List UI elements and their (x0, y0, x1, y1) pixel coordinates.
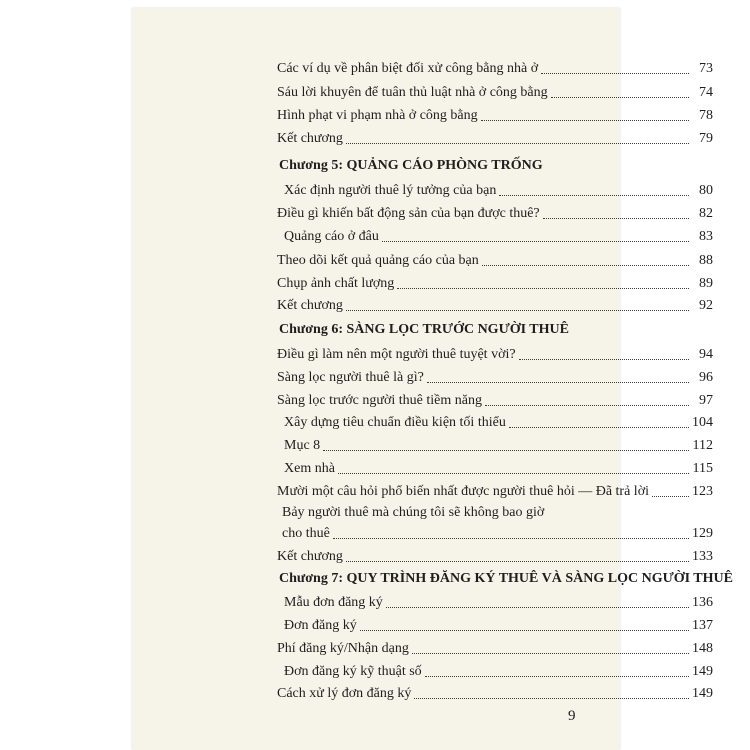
toc-entry (284, 433, 713, 455)
dot-leader (414, 698, 689, 699)
dot-leader (338, 473, 689, 474)
entry-title: Cách xử lý đơn đăng ký (277, 686, 412, 701)
entry-page: 148 (692, 641, 713, 656)
entry-page: 83 (699, 229, 713, 244)
dot-leader (386, 607, 689, 608)
dot-leader (382, 241, 689, 242)
entry-page: 78 (699, 108, 713, 123)
entry-title: Đơn đăng ký (284, 618, 357, 633)
toc-entry (277, 479, 713, 501)
dot-leader (323, 450, 689, 451)
chapter-heading: Chương 5: QUẢNG CÁO PHÒNG TRỐNG (279, 158, 543, 173)
entry-page: 149 (692, 686, 713, 701)
entry-page: 88 (699, 253, 713, 268)
dot-leader (346, 561, 689, 562)
toc-entry (284, 590, 713, 612)
entry-title: Điều gì làm nên một người thuê tuyệt vời? (277, 347, 516, 362)
entry-title: Kết chương (277, 298, 343, 313)
entry-page: 137 (692, 618, 713, 633)
entry-page: 115 (692, 461, 713, 476)
toc-entry (284, 178, 713, 200)
toc-entry (284, 613, 713, 635)
entry-title: Điều gì khiến bất động sản của bạn được thuê? (277, 206, 540, 221)
dot-leader (482, 265, 689, 266)
dot-leader (541, 73, 689, 74)
entry-page: 136 (692, 595, 713, 610)
entry-title: Phí đăng ký/Nhận dạng (277, 641, 409, 656)
entry-page: 92 (699, 298, 713, 313)
dot-leader (425, 676, 689, 677)
entry-title: Mẫu đơn đăng ký (284, 595, 383, 610)
entry-title: Xây dựng tiêu chuẩn điều kiện tối thiểu (284, 415, 506, 430)
book-page (132, 8, 733, 750)
entry-title: Chụp ảnh chất lượng (277, 276, 395, 291)
toc-entry (284, 410, 713, 432)
toc-entry (277, 365, 713, 387)
toc-entry (277, 126, 713, 148)
entry-title: Xác định người thuê lý tưởng của bạn (284, 183, 497, 198)
entry-title: Xem nhà (284, 461, 335, 476)
dot-leader (397, 288, 689, 289)
chapter-heading: Chương 6: SÀNG LỌC TRƯỚC NGƯỜI THUÊ (279, 322, 569, 337)
entry-title: Mười một câu hỏi phổ biến nhất được người thuê hỏi — Đã trả lời (277, 484, 649, 499)
entry-page: 74 (699, 85, 713, 100)
toc-entry (284, 224, 713, 246)
toc-entry (284, 456, 713, 478)
dot-leader (509, 427, 689, 428)
entry-title: Các ví dụ về phân biệt đối xử công bằng nhà ở (277, 61, 539, 76)
toc-entry (282, 521, 713, 543)
toc-entry (277, 80, 713, 102)
toc-entry (277, 544, 713, 566)
entry-title: Sàng lọc trước người thuê tiềm năng (277, 393, 482, 408)
toc-entry (277, 342, 713, 364)
entry-page: 96 (699, 370, 713, 385)
dot-leader (346, 143, 689, 144)
toc-entry (277, 248, 713, 270)
toc-entry (277, 681, 713, 703)
dot-leader (551, 97, 689, 98)
entry-title: Kết chương (277, 549, 343, 564)
entry-title: Đơn đăng ký kỹ thuật số (284, 664, 422, 679)
entry-page: 133 (692, 549, 713, 564)
entry-title: Sáu lời khuyên để tuân thủ luật nhà ở công bằng (277, 85, 548, 100)
entry-page: 79 (699, 131, 713, 146)
entry-title: Theo dõi kết quả quảng cáo của bạn (277, 253, 479, 268)
entry-title: Mục 8 (284, 438, 321, 453)
entry-page: 123 (692, 484, 713, 499)
entry-title: Hình phạt vi phạm nhà ở công bằng (277, 108, 478, 123)
entry-page: 97 (699, 393, 713, 408)
toc-entry (277, 271, 713, 293)
entry-title-line2: cho thuê (282, 526, 330, 541)
toc-entry (277, 636, 713, 658)
entry-page: 80 (699, 183, 713, 198)
toc-entry (284, 659, 713, 681)
entry-page: 104 (692, 415, 713, 430)
chapter-heading: Chương 7: QUY TRÌNH ĐĂNG KÝ THUÊ VÀ SÀNG LỌC NGƯỜI THUÊ (279, 571, 733, 586)
entry-title: Quảng cáo ở đâu (284, 229, 379, 244)
toc-entry (277, 201, 713, 223)
toc-entry (277, 56, 713, 78)
dot-leader (652, 496, 689, 497)
dot-leader (360, 630, 689, 631)
dot-leader (485, 405, 689, 406)
toc-entry (277, 388, 713, 410)
entry-page: 73 (699, 61, 713, 76)
entry-page: 94 (699, 347, 713, 362)
entry-title: Kết chương (277, 131, 343, 146)
dot-leader (543, 218, 689, 219)
entry-page: 89 (699, 276, 713, 291)
entry-page: 112 (692, 438, 713, 453)
dot-leader (412, 653, 689, 654)
entry-title-line1: Bảy người thuê mà chúng tôi sẽ không bao giờ (282, 505, 545, 520)
entry-title: Sàng lọc người thuê là gì? (277, 370, 424, 385)
entry-page: 149 (692, 664, 713, 679)
page-number: 9 (568, 708, 576, 724)
table-of-contents (277, 8, 733, 750)
dot-leader (346, 310, 689, 311)
dot-leader (499, 195, 689, 196)
dot-leader (427, 382, 689, 383)
entry-page: 129 (692, 526, 713, 541)
toc-entry (277, 293, 713, 315)
dot-leader (481, 120, 689, 121)
toc-entry (277, 103, 713, 125)
dot-leader (333, 538, 689, 539)
dot-leader (519, 359, 689, 360)
entry-page: 82 (699, 206, 713, 221)
